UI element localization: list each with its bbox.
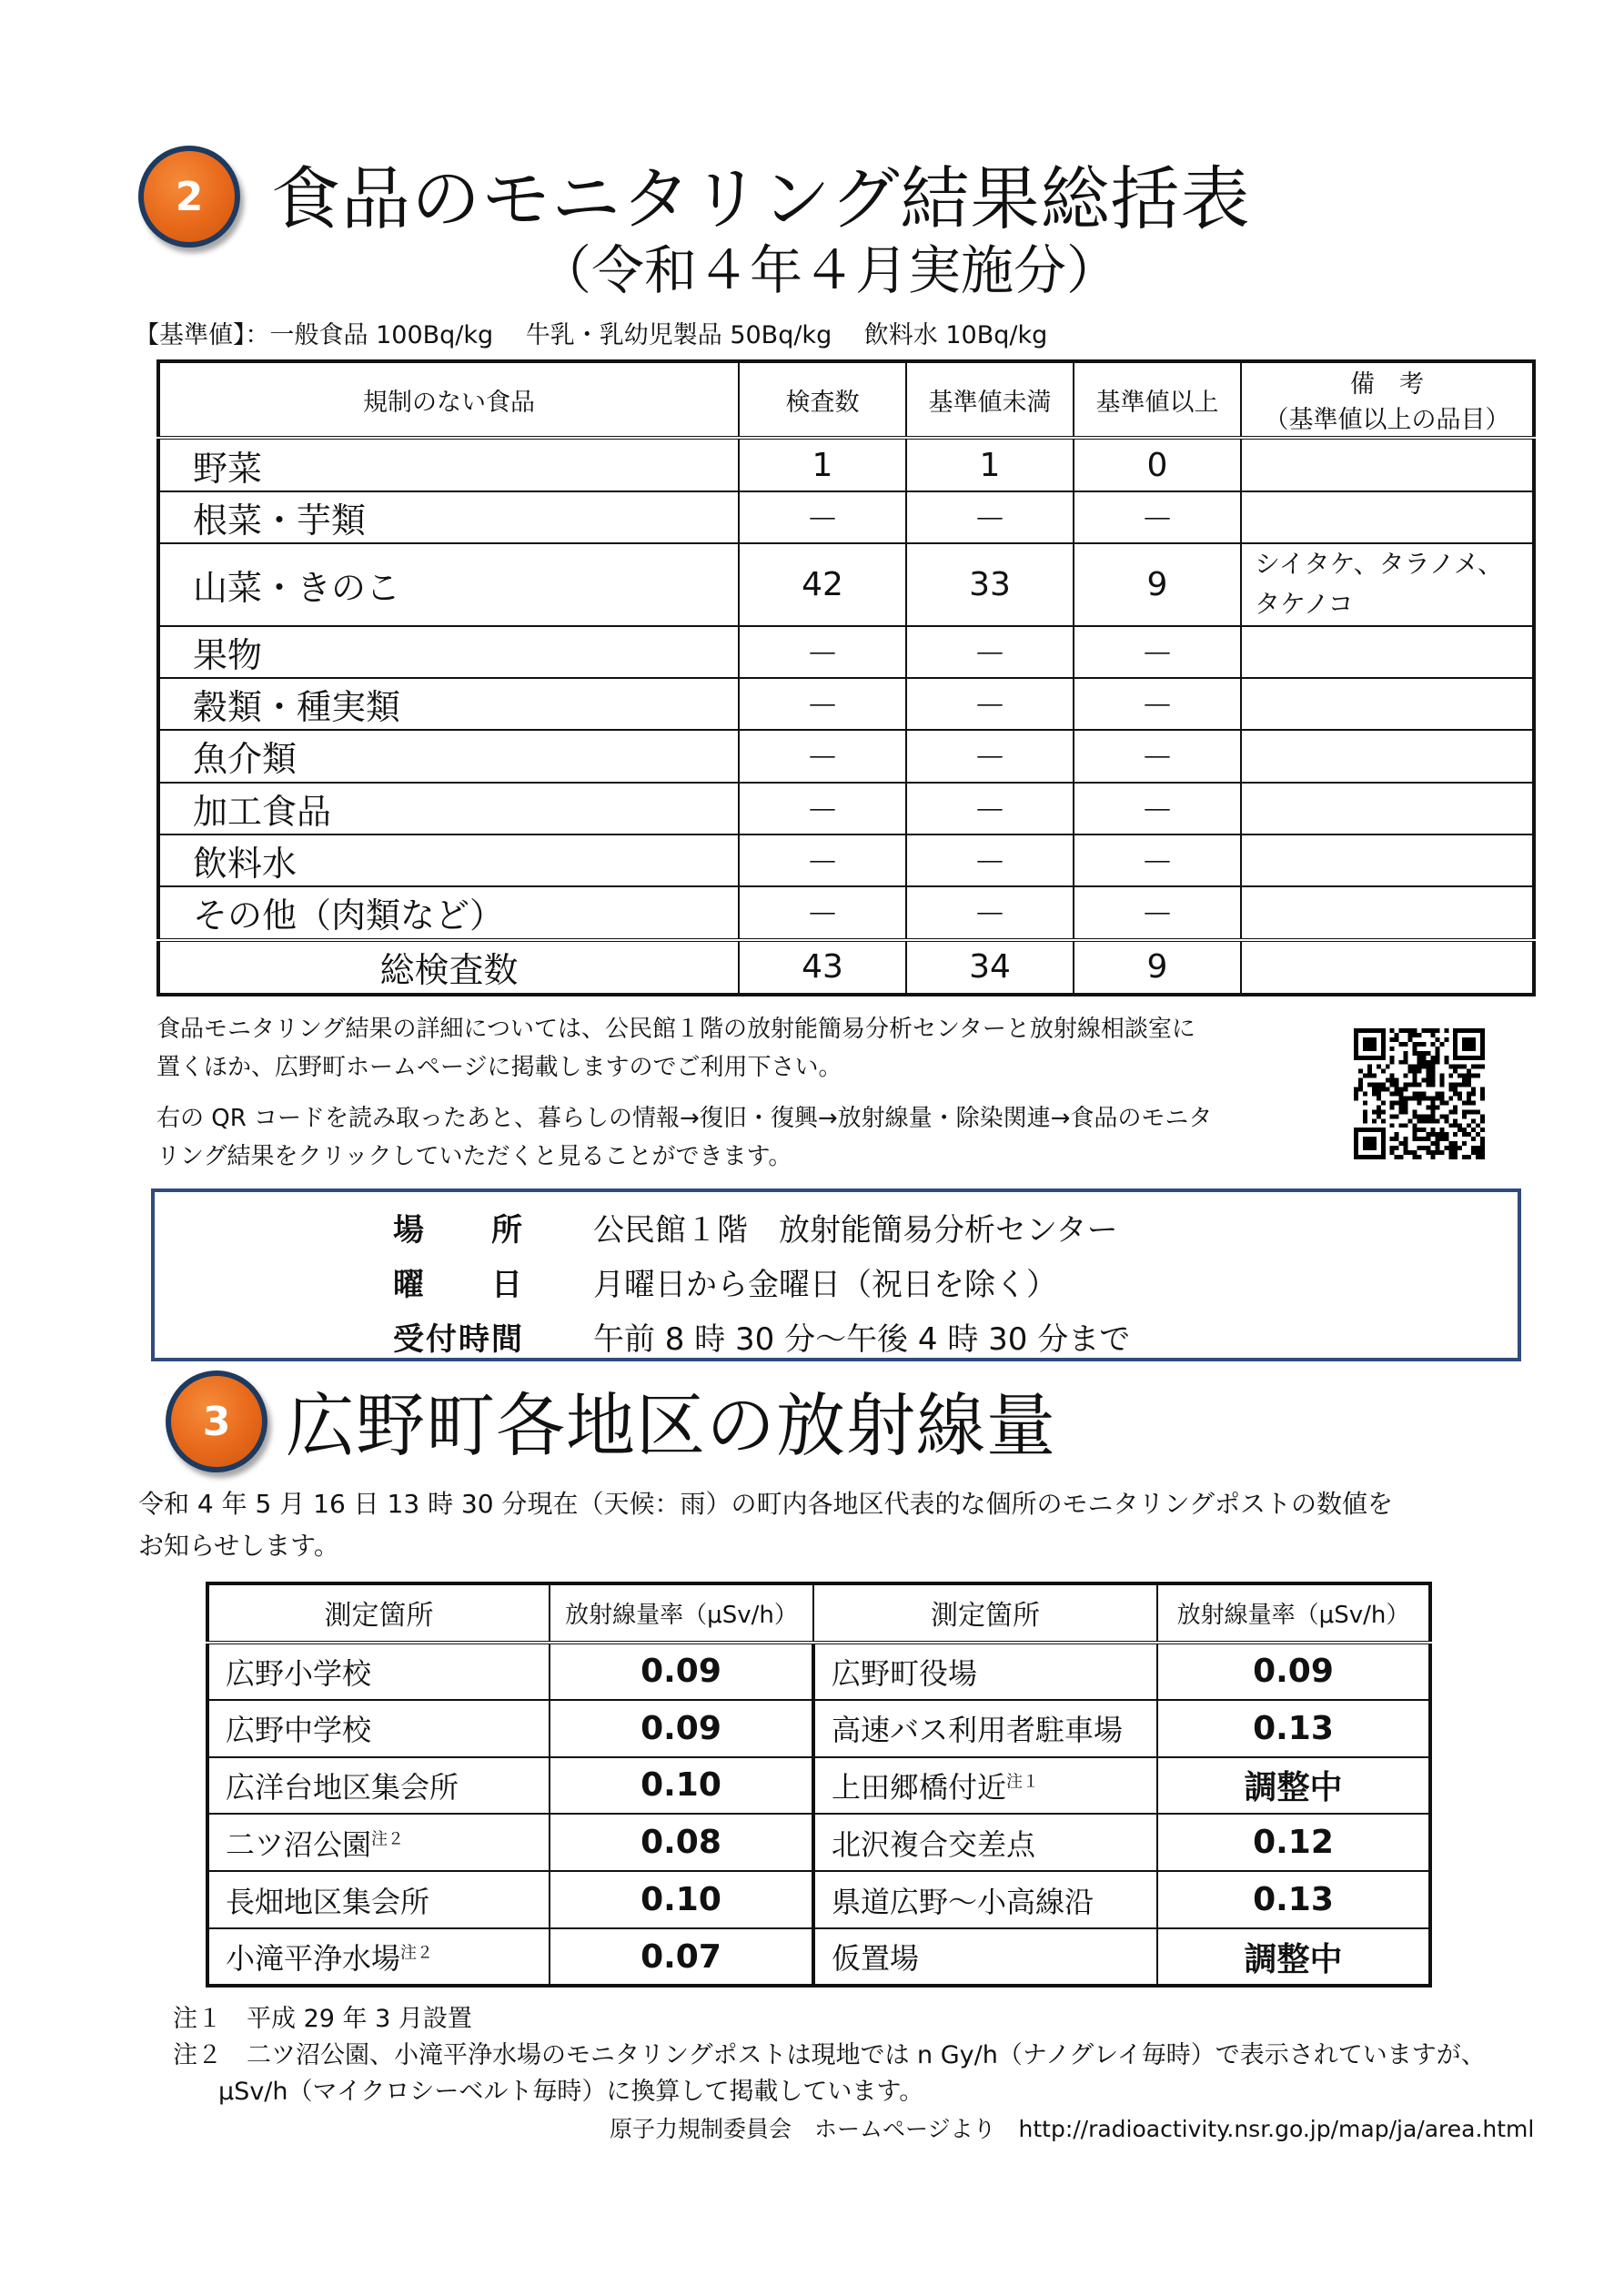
- row-above: －: [1074, 491, 1241, 543]
- row-category: 穀類・種実類: [158, 678, 739, 730]
- rad-value: 0.09: [550, 1643, 813, 1700]
- intro-line2: お知らせします。: [138, 1531, 339, 1561]
- rad-header-rate-2: 放射線量率（μSv/h）: [1157, 1583, 1430, 1643]
- row-above: －: [1074, 783, 1241, 834]
- rad-place-name: 上田郷橋付近: [832, 1769, 1007, 1805]
- rad-place-name: 広野町役場: [832, 1655, 978, 1691]
- rad-value: 0.13: [1157, 1700, 1430, 1757]
- qr-code-graphic: [1354, 1028, 1485, 1159]
- table-row: [158, 543, 1534, 626]
- rad-place-name: 仮置場: [832, 1941, 920, 1977]
- table-row: [158, 783, 1534, 834]
- rad-row: [207, 1928, 1430, 1986]
- row-count: －: [739, 626, 906, 678]
- rad-place: [207, 1757, 550, 1815]
- table-row: [158, 491, 1534, 543]
- rad-place: [207, 1928, 550, 1986]
- row-below: －: [906, 886, 1074, 939]
- rad-row: [207, 1700, 1430, 1757]
- rad-value: 調整中: [1157, 1928, 1430, 1986]
- rad-place-note: 注２: [400, 1943, 434, 1963]
- total-count: 43: [739, 940, 906, 995]
- row-above: －: [1074, 626, 1241, 678]
- row-above: －: [1074, 886, 1241, 939]
- rad-place-name: 県道広野～小高線沿: [832, 1884, 1094, 1919]
- rad-place: [813, 1928, 1157, 1986]
- rad-place-name: 広洋台地区集会所: [226, 1769, 459, 1805]
- row-below: －: [906, 678, 1074, 730]
- row-below: 33: [906, 543, 1074, 626]
- row-above: －: [1074, 834, 1241, 886]
- day-label: 曜 日: [393, 1267, 524, 1303]
- qr-line2: リング結果をクリックしていただくと見ることができます。: [156, 1143, 792, 1170]
- row-category: 根菜・芋類: [158, 491, 739, 543]
- rad-row: [207, 1871, 1430, 1928]
- row-below: －: [906, 730, 1074, 782]
- row-note: [1241, 543, 1534, 626]
- rad-place-note: 注１: [1006, 1772, 1040, 1792]
- rad-header-place-1: 測定箇所: [207, 1583, 550, 1643]
- header-above: 基準値以上: [1074, 361, 1241, 438]
- info-box: [151, 1188, 1521, 1361]
- table-row: [158, 678, 1534, 730]
- row-note: [1241, 678, 1534, 730]
- row-above: 9: [1074, 543, 1241, 626]
- table-row: [158, 438, 1534, 491]
- row-count: －: [739, 886, 906, 939]
- rad-place-name: 二ツ沼公園: [226, 1826, 372, 1862]
- radiation-table: [206, 1582, 1432, 1988]
- rad-place: [813, 1814, 1157, 1871]
- table-row: [158, 886, 1534, 939]
- rad-row: [207, 1757, 1430, 1815]
- row-count: 1: [739, 438, 906, 491]
- day-value: 月曜日から金曜日（祝日を除く）: [593, 1267, 1057, 1303]
- total-below: 34: [906, 940, 1074, 995]
- row-count: －: [739, 730, 906, 782]
- row-below: －: [906, 626, 1074, 678]
- header-note: [1241, 361, 1534, 438]
- rad-row: [207, 1814, 1430, 1871]
- rad-place-name: 長畑地区集会所: [226, 1884, 430, 1919]
- qr-code-icon[interactable]: [1354, 1028, 1485, 1159]
- rad-place-name: 広野小学校: [226, 1655, 372, 1691]
- row-below: 1: [906, 438, 1074, 491]
- row-note-line2: タケノコ: [1255, 589, 1354, 620]
- row-note-line1: シイタケ、タラノメ、: [1255, 549, 1504, 580]
- rad-value: 0.13: [1157, 1871, 1430, 1928]
- row-category: 果物: [158, 626, 739, 678]
- rad-value: 0.09: [1157, 1643, 1430, 1700]
- details-line2: 置くほか、広野町ホームページに掲載しますのでご利用下さい。: [156, 1054, 842, 1081]
- row-category: 山菜・きのこ: [158, 543, 739, 626]
- row-category: 飲料水: [158, 834, 739, 886]
- rad-place: [813, 1700, 1157, 1757]
- note-1: 注１ 平成 29 年 3 月設置: [173, 2005, 472, 2033]
- row-category: 野菜: [158, 438, 739, 491]
- row-count: 42: [739, 543, 906, 626]
- rad-place-name: 広野中学校: [226, 1713, 372, 1748]
- rad-place: [207, 1700, 550, 1757]
- rad-place-name: 小滝平浄水場: [226, 1941, 401, 1977]
- note-2-line1: 注２ 二ツ沼公園、小滝平浄水場のモニタリングポストは現地では n Gy/h（ナノグレイ毎時）で表示されていますが、: [173, 2041, 1486, 2069]
- place-value: 公民館１階 放射能簡易分析センター: [593, 1212, 1118, 1249]
- rad-place: [207, 1643, 550, 1700]
- place-label: 場 所: [393, 1212, 524, 1249]
- source-line: 原子力規制委員会 ホームページより http://radioactivity.nsr.go.jp/map/ja/area.html: [610, 2116, 1535, 2142]
- qr-line1: 右の QR コードを読み取ったあと、暮らしの情報→復旧・復興→放射線量・除染関連→食品のモニタ: [156, 1105, 1213, 1132]
- row-note: [1241, 730, 1534, 782]
- section-2-subtitle: （令和４年４月実施分）: [539, 239, 1120, 301]
- row-note: [1241, 783, 1534, 834]
- header-count: 検査数: [739, 361, 906, 438]
- header-category: 規制のない食品: [158, 361, 739, 438]
- rad-value: 調整中: [1157, 1757, 1430, 1815]
- table-row: [158, 834, 1534, 886]
- row-count: －: [739, 783, 906, 834]
- rad-place-note: 注２: [371, 1829, 405, 1849]
- rad-value: 0.12: [1157, 1814, 1430, 1871]
- rad-value: 0.10: [550, 1757, 813, 1815]
- table-row: [158, 626, 1534, 678]
- qr-instructions-paragraph: [156, 1099, 1212, 1176]
- total-above: 9: [1074, 940, 1241, 995]
- rad-row: [207, 1643, 1430, 1700]
- row-above: －: [1074, 730, 1241, 782]
- intro-line1: 令和 4 年 5 月 16 日 13 時 30 分現在（天候：雨）の町内各地区代表的な個所のモニタリングポストの数値を: [138, 1489, 1393, 1519]
- rad-place: [813, 1757, 1157, 1815]
- row-below: －: [906, 783, 1074, 834]
- rad-place: [207, 1814, 550, 1871]
- rad-place: [813, 1643, 1157, 1700]
- row-category: 魚介類: [158, 730, 739, 782]
- row-below: －: [906, 834, 1074, 886]
- header-below: 基準値未満: [906, 361, 1074, 438]
- total-note: [1241, 940, 1534, 995]
- row-note: [1241, 438, 1534, 491]
- row-above: 0: [1074, 438, 1241, 491]
- row-count: －: [739, 834, 906, 886]
- table-total-row: [158, 940, 1534, 995]
- section-3-title: 広野町各地区の放射線量: [286, 1385, 1056, 1466]
- row-above: －: [1074, 678, 1241, 730]
- standards-line: 【基準値】：一般食品 100Bq/kg 牛乳・乳幼児製品 50Bq/kg 飲料水 10Bq/kg: [135, 321, 1048, 349]
- table-header-row: [158, 361, 1534, 438]
- food-monitoring-table: [156, 359, 1536, 996]
- row-category: 加工食品: [158, 783, 739, 834]
- details-line1: 食品モニタリング結果の詳細については、公民館１階の放射能簡易分析センターと放射線相談室に: [156, 1016, 1195, 1043]
- rad-value: 0.10: [550, 1871, 813, 1928]
- row-count: －: [739, 491, 906, 543]
- row-category: その他（肉類など）: [158, 886, 739, 939]
- rad-place-name: 北沢複合交差点: [832, 1826, 1036, 1862]
- rad-place: [813, 1871, 1157, 1928]
- rad-header-rate-1: 放射線量率（μSv/h）: [550, 1583, 813, 1643]
- row-note: [1241, 491, 1534, 543]
- time-value: 午前 8 時 30 分～午後 4 時 30 分まで: [593, 1321, 1131, 1358]
- row-below: －: [906, 491, 1074, 543]
- total-label: 総検査数: [158, 940, 739, 995]
- row-note: [1241, 626, 1534, 678]
- rad-header-row: [207, 1583, 1430, 1643]
- section-3-badge: 3: [166, 1371, 267, 1472]
- rad-value: 0.07: [550, 1928, 813, 1986]
- rad-value: 0.08: [550, 1814, 813, 1871]
- note-2-line2: μSv/h（マイクロシーベルト毎時）に換算して掲載しています。: [218, 2078, 924, 2106]
- radiation-intro: [138, 1483, 1393, 1567]
- rad-value: 0.09: [550, 1700, 813, 1757]
- header-note-line1: 備 考: [1350, 370, 1424, 400]
- section-2-title: 食品のモニタリング結果総括表: [271, 158, 1251, 239]
- rad-header-place-2: 測定箇所: [813, 1583, 1157, 1643]
- details-paragraph: [156, 1010, 1195, 1087]
- row-count: －: [739, 678, 906, 730]
- header-note-line2: （基準値以上の品目）: [1264, 406, 1510, 435]
- section-2-badge: 2: [138, 146, 240, 248]
- time-label: 受付時間: [393, 1321, 524, 1358]
- rad-place-name: 高速バス利用者駐車場: [832, 1713, 1124, 1748]
- row-note: [1241, 886, 1534, 939]
- table-row: [158, 730, 1534, 782]
- row-note: [1241, 834, 1534, 886]
- rad-place: [207, 1871, 550, 1928]
